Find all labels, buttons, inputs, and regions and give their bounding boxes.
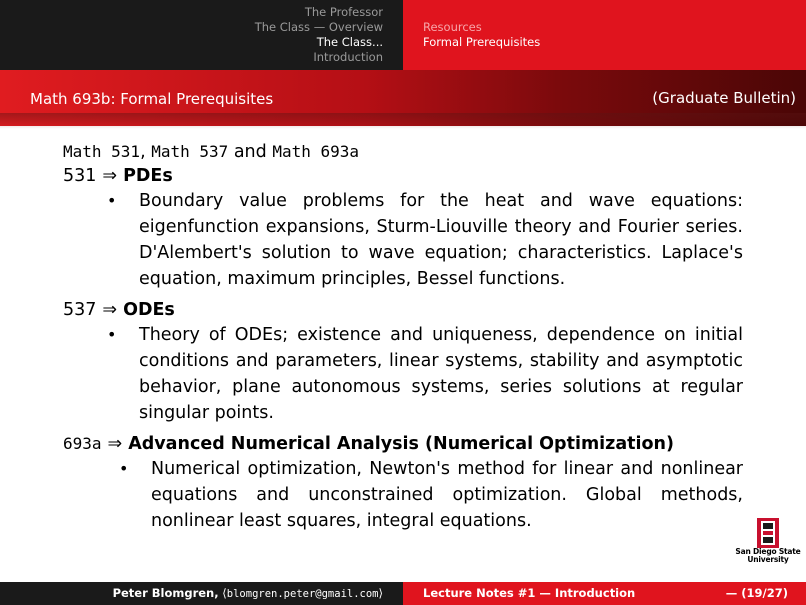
intro-separator-1: , — [140, 142, 152, 162]
lecture-title[interactable]: Lecture Notes #1 — Introduction — [423, 586, 636, 600]
course-description: Boundary value problems for the heat and wave equations: eigenfunction expansions, Sturm-Liouville theory and Fourier series. D'Alembert's solution to wave equation; characteristics. Laplace's equation, maximum principles, Bessel functions. — [139, 191, 743, 289]
course-list-intro — [63, 140, 743, 164]
nav-item-resources[interactable]: Resources — [423, 20, 482, 34]
implies-arrow: ⇒ — [102, 300, 118, 320]
course-name: ODEs — [123, 300, 175, 320]
footer-lecture — [403, 582, 806, 605]
shield-logo-icon — [757, 518, 779, 548]
email-close: ⟩ — [378, 586, 383, 600]
nav-item-introduction[interactable]: Introduction — [313, 50, 383, 64]
course-block-693a — [63, 432, 743, 534]
email-open: ⟨ — [222, 586, 227, 600]
course-name: PDEs — [123, 166, 173, 186]
frame-source: (Graduate Bulletin) — [652, 89, 796, 107]
course-code-531: Math 531 — [63, 142, 141, 161]
implies-arrow: ⇒ — [107, 434, 123, 454]
subsection-nav — [403, 0, 806, 70]
nav-item-class[interactable]: The Class... — [316, 35, 383, 49]
logo-text-line2: University — [747, 555, 789, 564]
course-block-531 — [63, 164, 743, 292]
course-block-537 — [63, 298, 743, 426]
course-heading — [63, 164, 743, 188]
course-number: 531 — [63, 166, 97, 186]
course-description: Numerical optimization, Newton's method for linear and nonlinear equations and unconstrained optimization. Global methods, nonlinear least squares, integral equations. — [151, 459, 743, 531]
nav-item-professor[interactable]: The Professor — [304, 5, 383, 19]
bullet-icon: • — [119, 459, 129, 478]
slide-content — [63, 140, 743, 540]
section-nav — [0, 0, 403, 70]
intro-separator-2: and — [228, 142, 273, 162]
course-heading — [63, 298, 743, 322]
course-number: 537 — [63, 300, 97, 320]
logo-text-line1: San Diego State — [735, 547, 801, 556]
course-code-537: Math 537 — [151, 142, 229, 161]
course-number: 693a — [63, 434, 102, 453]
course-description-item — [63, 322, 743, 426]
nav-item-formal-prerequisites[interactable]: Formal Prerequisites — [423, 35, 541, 49]
course-heading — [63, 432, 743, 456]
course-description-item — [63, 456, 743, 534]
course-description: Theory of ODEs; existence and uniqueness, dependence on initial conditions and parameters, linear systems, stability and asymptotic behavior, plane autonomous systems, series solutions at regular singular points. — [139, 325, 743, 423]
frame-title: Math 693b: Formal Prerequisites — [30, 90, 274, 108]
page-number: — (19/27) — [725, 586, 788, 600]
implies-arrow: ⇒ — [102, 166, 118, 186]
title-shadow — [0, 113, 806, 129]
author-name: Peter Blomgren, — [112, 586, 219, 600]
author-email: blomgren.peter@gmail.com — [226, 588, 379, 600]
bullet-icon: • — [107, 191, 117, 210]
university-logo — [735, 518, 801, 564]
course-description-item — [63, 188, 743, 292]
nav-item-class-overview[interactable]: The Class — Overview — [254, 20, 383, 34]
bullet-icon: • — [107, 325, 117, 344]
course-code-693a: Math 693a — [272, 142, 360, 161]
course-name: Advanced Numerical Analysis (Numerical Optimization) — [128, 434, 675, 454]
footer-author — [0, 582, 403, 605]
